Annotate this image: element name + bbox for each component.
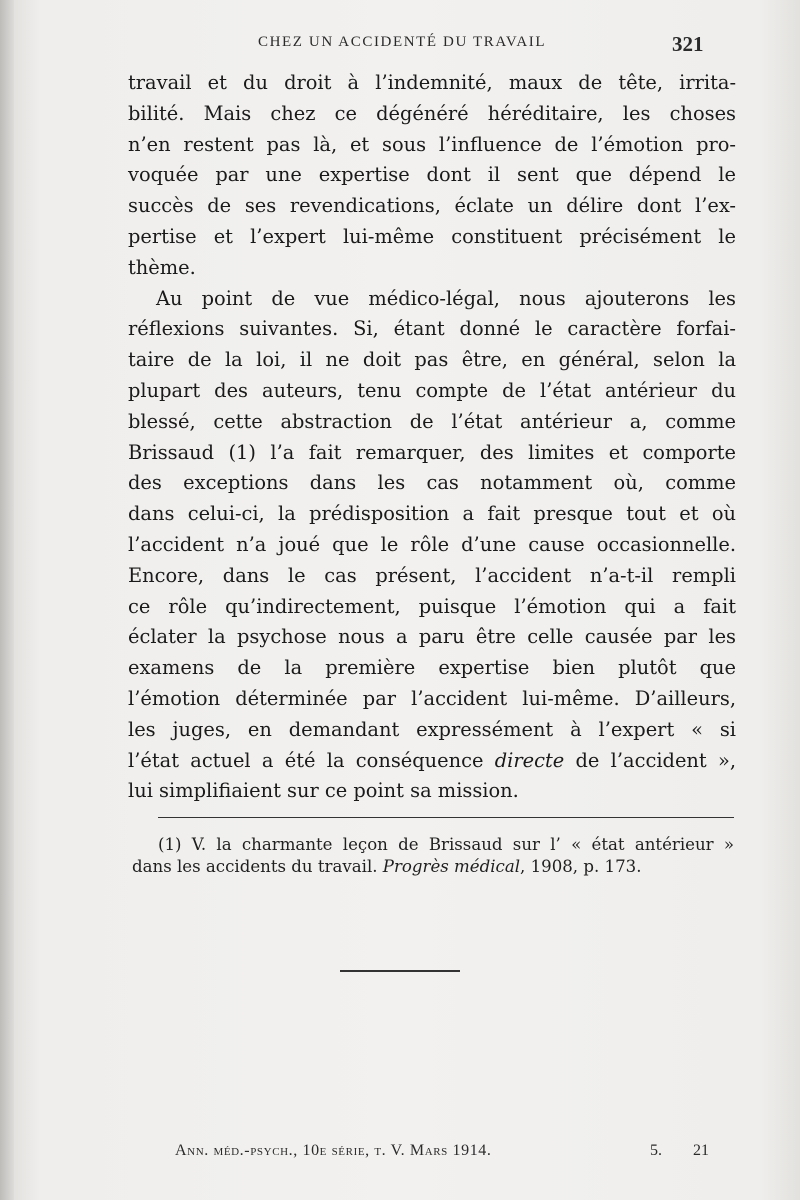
footnote-text: dans les accidents du travail. (132, 857, 383, 876)
footnote-journal-title: Progrès médical (382, 857, 521, 876)
text-line: bilité. Mais chez ce dégénéré héréditaire, les choses (128, 101, 736, 125)
page-number: 321 (672, 32, 704, 56)
sheet-number: 21 (693, 1142, 709, 1159)
text-line: Encore, dans le cas présent, l’accident n’a-t-il rempli (128, 563, 736, 587)
emphasis-word: directe (494, 748, 565, 772)
footnote-divider (158, 817, 734, 818)
text-line: pertise et l’expert lui-même constituent précisément le (128, 224, 736, 248)
text-line: les juges, en demandant expressément à l’expert « si (128, 717, 736, 741)
text-line-part: l’état actuel a été la conséquence (128, 748, 495, 772)
text-line: l’émotion déterminée par l’accident lui-même. D’ailleurs, (128, 686, 736, 710)
text-line: taire de la loi, il ne doit pas être, en général, selon la (128, 348, 736, 372)
book-spine-shadow (0, 0, 14, 1200)
text-line: ce rôle qu’indirectement, puisque l’émotion qui a fait (128, 594, 736, 618)
text-line: thème. (128, 255, 196, 279)
signature-mark: 5. (650, 1142, 662, 1159)
text-line: lui simplifiaient sur ce point sa mission. (128, 779, 519, 803)
body-text (128, 68, 736, 807)
text-line: réflexions suivantes. Si, étant donné le caractère forfai- (128, 317, 736, 341)
footnote (132, 834, 734, 878)
text-line: succès de ses revendications, éclate un délire dont l’ex- (128, 194, 736, 218)
text-line: dans celui-ci, la prédisposition a fait presque tout et où (128, 502, 736, 526)
text-line: éclater la psychose nous a paru être celle causée par les (128, 625, 736, 649)
footnote-line (132, 856, 734, 878)
text-line: voquée par une expertise dont il sent que dépend le (128, 163, 736, 187)
footnote-line: (1) V. la charmante leçon de Brissaud sur l’ « état antérieur » (158, 835, 734, 854)
footnote-text: , 1908, p. 173. (520, 857, 642, 876)
text-line: plupart des auteurs, tenu compte de l’état antérieur du (128, 378, 736, 402)
section-end-rule (340, 970, 460, 972)
journal-reference: Ann. méd.-psych., 10e série, t. V. Mars 1914. (175, 1142, 492, 1159)
text-line-part: de l’accident », (575, 748, 736, 772)
text-line (128, 746, 736, 777)
text-line: examens de la première expertise bien plutôt que (128, 656, 736, 680)
text-line: blessé, cette abstraction de l’état antérieur a, comme (128, 409, 736, 433)
text-line: n’en restent pas là, et sous l’influence de l’émotion pro- (128, 132, 736, 156)
text-line: Au point de vue médico-légal, nous ajouterons les (156, 286, 736, 310)
text-line: Brissaud (1) l’a fait remarquer, des limites et comporte (128, 440, 736, 464)
text-line: des exceptions dans les cas notamment où, comme (128, 471, 736, 495)
text-line: l’accident n’a joué que le rôle d’une cause occasionnelle. (128, 532, 736, 556)
text-line: travail et du droit à l’indemnité, maux de tête, irrita- (128, 71, 736, 94)
running-title: CHEZ UN ACCIDENTÉ DU TRAVAIL (258, 34, 547, 50)
